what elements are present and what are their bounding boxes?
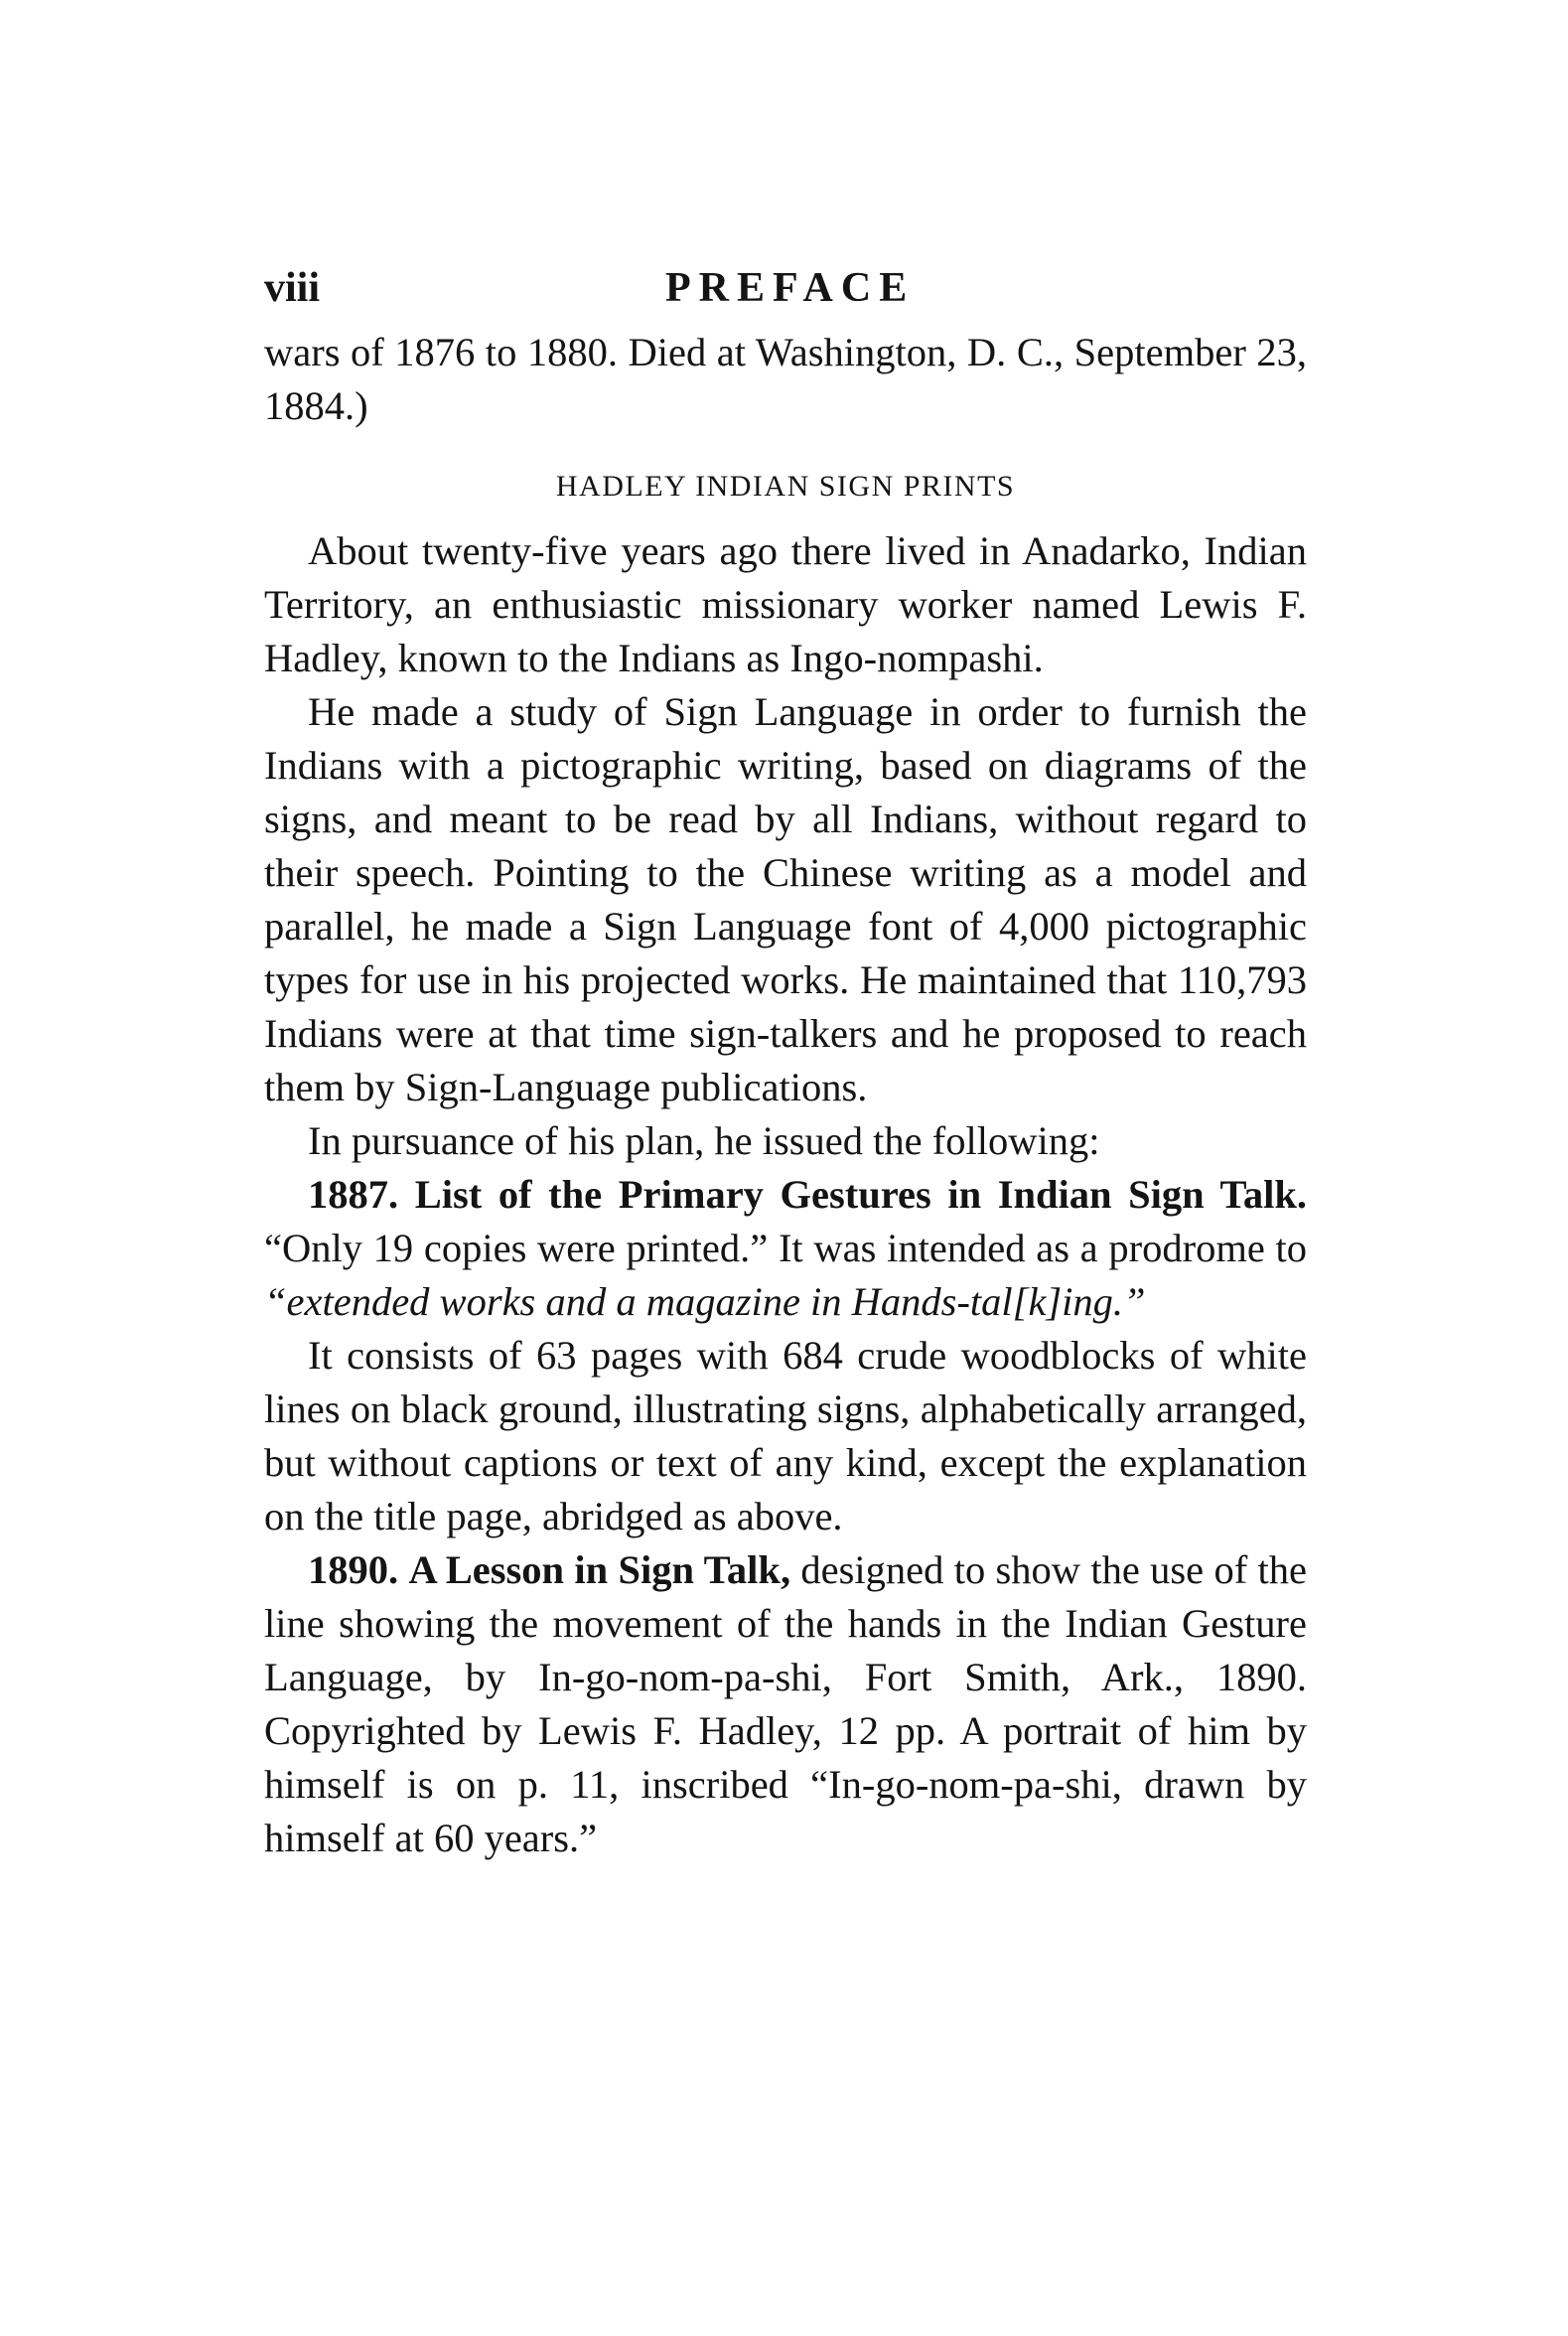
paragraph-1887-entry xyxy=(264,1168,1307,1329)
paragraph-1890-entry xyxy=(264,1543,1307,1865)
entry-title-1887: List of the Primary Gestures in Indian Sign Talk. xyxy=(414,1172,1307,1217)
page-number: viii xyxy=(264,265,321,311)
paragraph-pursuance: In pursuance of his plan, he issued the following: xyxy=(308,1118,1100,1163)
section-heading: HADLEY INDIAN SIGN PRINTS xyxy=(555,470,1016,503)
entry-quote-1887: “extended works and a magazine in Hands-tal[k]ing.” xyxy=(264,1279,1146,1324)
paragraph-woodblocks: It consists of 63 pages with 684 crude woodblocks of white lines on black ground, illustrating signs, alphabetically arranged, but without captions or text of any kind, except the explanation on the title page, abridged as above. xyxy=(264,1333,1307,1538)
entry-text-1890: designed to show the use of the line showing the movement of the hands in the Indian Gesture Language, by In-go-nom-pa-shi, Fort Smith, Ark., 1890. Copyrighted by Lewis F. Hadley, 12 pp. A portrait of him by himself is on p. 11, inscribed “In-go-nom-pa-shi, drawn by himself at 60 years.” xyxy=(264,1547,1308,1860)
running-title: PREFACE xyxy=(665,265,916,311)
entry-text-1887: “Only 19 copies were printed.” It was intended as a prodrome to xyxy=(264,1226,1307,1270)
paragraph-sign-language-study: He made a study of Sign Language in order to furnish the Indians with a pictographic writing, based on diagrams of the signs, and meant to be read by all Indians, without regard to their speech. Pointing to the Chinese writing as a model and parallel, he made a Sign Language font of 4,000 pictographic types for use in his projected works. He maintained that 110,793 Indians were at that time sign-talkers and he proposed to reach them by Sign-Language publications. xyxy=(264,689,1307,1109)
entry-year-1890: 1890. xyxy=(308,1547,399,1592)
running-head xyxy=(264,256,1307,326)
continuation-paragraph: wars of 1876 to 1880. Died at Washington, D. C., September 23, 1884.) xyxy=(264,330,1307,428)
paragraph-intro: About twenty-five years ago there lived in Anadarko, Indian Territory, an enthusiastic missionary worker named Lewis F. Hadley, known to the Indians as Ingo-nompashi. xyxy=(264,528,1307,680)
entry-year-1887: 1887. xyxy=(308,1172,399,1217)
entry-title-1890: A Lesson in Sign Talk, xyxy=(408,1547,791,1592)
book-page xyxy=(264,256,1307,1865)
